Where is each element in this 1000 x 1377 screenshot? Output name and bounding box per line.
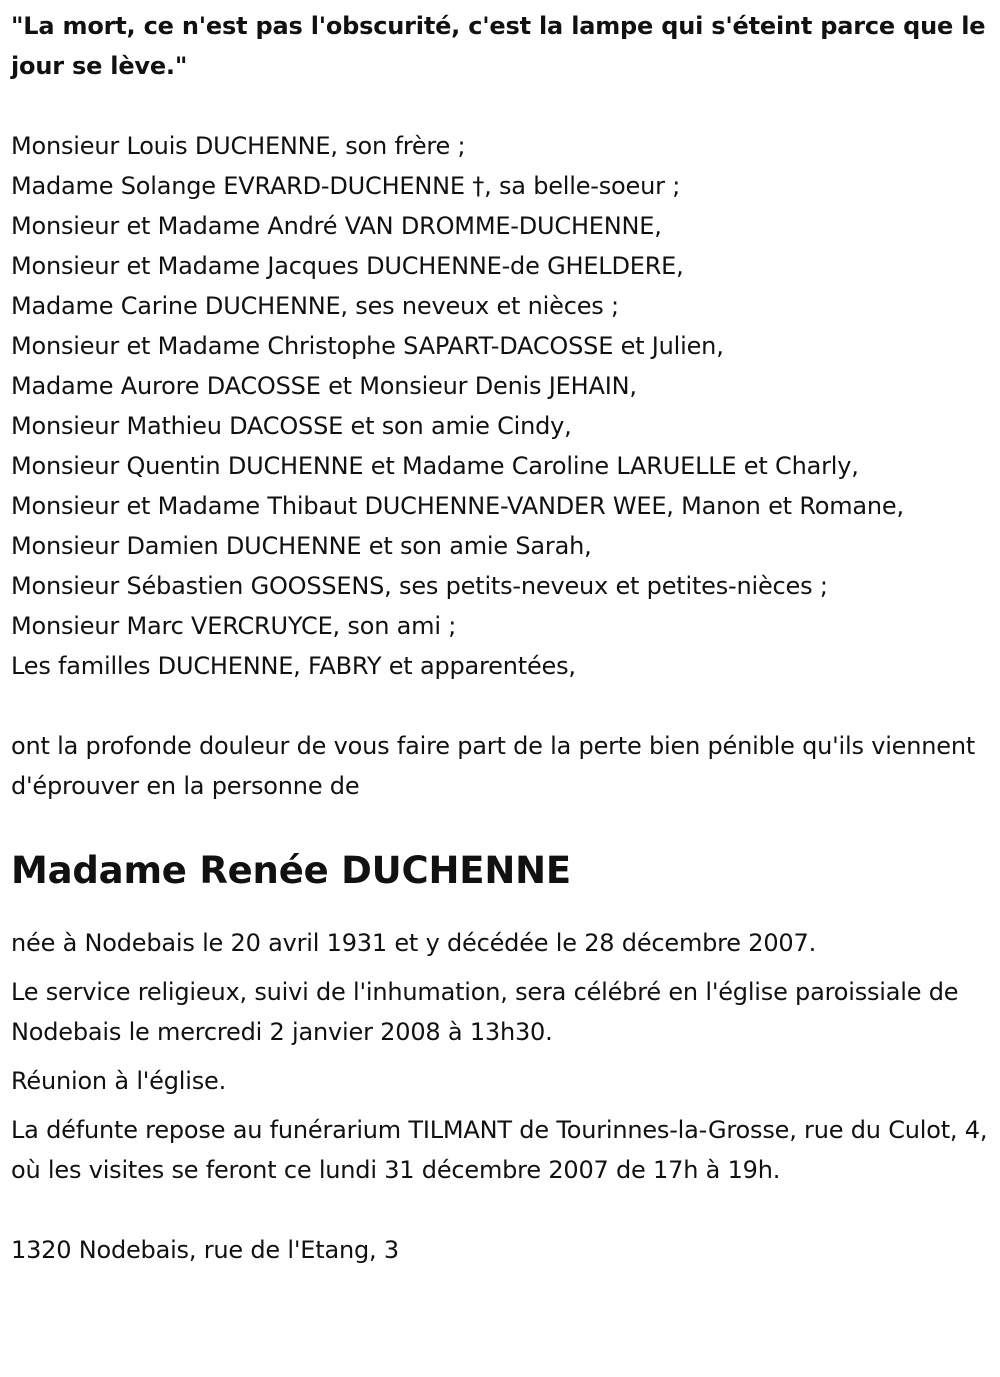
family-line: Monsieur Sébastien GOOSSENS, ses petits-neveux et petites-nièces ; <box>11 572 828 600</box>
family-line: Les familles DUCHENNE, FABRY et apparentées, <box>11 652 576 680</box>
family-line: Madame Carine DUCHENNE, ses neveux et nièces ; <box>11 292 619 320</box>
family-line: Madame Aurore DACOSSE et Monsieur Denis JEHAIN, <box>11 372 637 400</box>
family-line: Monsieur et Madame Thibaut DUCHENNE-VANDER WEE, Manon et Romane, <box>11 492 904 520</box>
family-line: Monsieur Damien DUCHENNE et son amie Sarah, <box>11 532 592 560</box>
gathering-line: Réunion à l'église. <box>11 1067 227 1095</box>
obituary-notice <box>11 0 991 1270</box>
visitation-line: La défunte repose au funérarium TILMANT de Tourinnes-la-Grosse, rue du Culot, 4, où les visites se feront ce lundi 31 décembre 2007 de 17h à 19h. <box>11 1116 988 1184</box>
deceased-name: Madame Renée DUCHENNE <box>11 849 571 892</box>
family-line: Monsieur Louis DUCHENNE, son frère ; <box>11 132 466 160</box>
family-line: Monsieur Quentin DUCHENNE et Madame Caroline LARUELLE et Charly, <box>11 452 859 480</box>
announcement-text: ont la profonde douleur de vous faire part de la perte bien pénible qu'ils viennent d'éprouver en la personne de <box>11 732 976 800</box>
family-list <box>11 126 991 686</box>
service-line: Le service religieux, suivi de l'inhumation, sera célébré en l'église paroissiale de Nodebais le mercredi 2 janvier 2008 à 13h30. <box>11 978 959 1046</box>
family-line: Monsieur Mathieu DACOSSE et son amie Cindy, <box>11 412 572 440</box>
family-address: 1320 Nodebais, rue de l'Etang, 3 <box>11 1236 399 1264</box>
family-line: Monsieur et Madame André VAN DROMME-DUCHENNE, <box>11 212 662 240</box>
service-details <box>11 923 991 1190</box>
family-line: Monsieur et Madame Jacques DUCHENNE-de GHELDERE, <box>11 252 684 280</box>
family-line: Madame Solange EVRARD-DUCHENNE †, sa belle-soeur ; <box>11 172 681 200</box>
birth-death-line: née à Nodebais le 20 avril 1931 et y décédée le 28 décembre 2007. <box>11 929 817 957</box>
family-line: Monsieur Marc VERCRUYCE, son ami ; <box>11 612 457 640</box>
family-line: Monsieur et Madame Christophe SAPART-DACOSSE et Julien, <box>11 332 724 360</box>
epigraph-quote: "La mort, ce n'est pas l'obscurité, c'est la lampe qui s'éteint parce que le jour se lève." <box>11 12 986 80</box>
